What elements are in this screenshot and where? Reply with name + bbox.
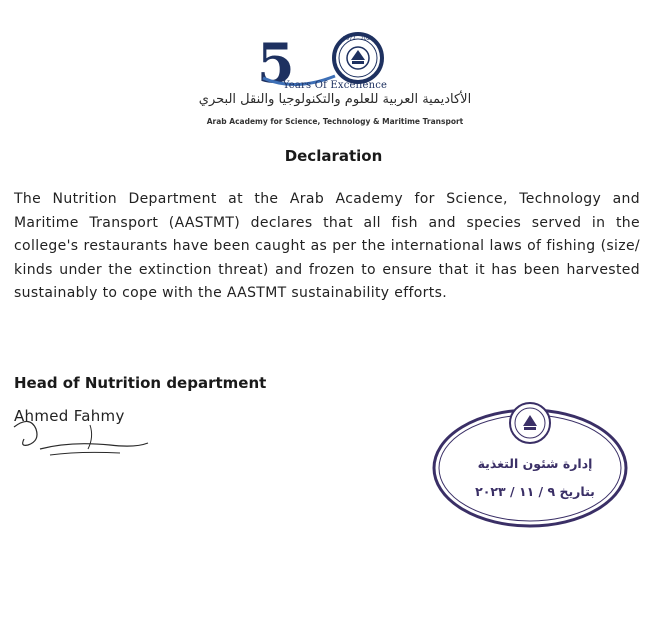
document-title: Declaration: [284, 147, 383, 165]
anniversary-years: 1972 - 2022: [342, 36, 374, 42]
logo-five-digit: 5: [257, 31, 295, 95]
declaration-body: The Nutrition Department at the Arab Academy for Science, Technology and Maritime Transport (AASTMT) declares that all fish and species served in the college's restaurants have been caught as per the international laws of fishing (size/ kinds under the extinction threat) and frozen to ensure that it has been harvested sustainably to cope with the AASTMT sustainability efforts.: [14, 191, 640, 301]
stamp-date-text: بتاريخ ٩ / ١١ / ٢٠٢٣: [475, 484, 595, 499]
logo-tagline: Years Of Excellence: [282, 80, 388, 91]
signatory-name: Ahmed Fahmy: [14, 407, 125, 425]
handwritten-signature: [10, 415, 160, 465]
academy-name-arabic: الأكاديمية العربية للعلوم والتكنولوجيا والنقل البحري: [198, 92, 472, 107]
academy-name-english: Arab Academy for Science, Technology & Maritime Transport: [206, 117, 464, 126]
stamp-department-text: إدارة شئون التغذية: [477, 456, 593, 471]
signatory-title: Head of Nutrition department: [14, 374, 267, 392]
